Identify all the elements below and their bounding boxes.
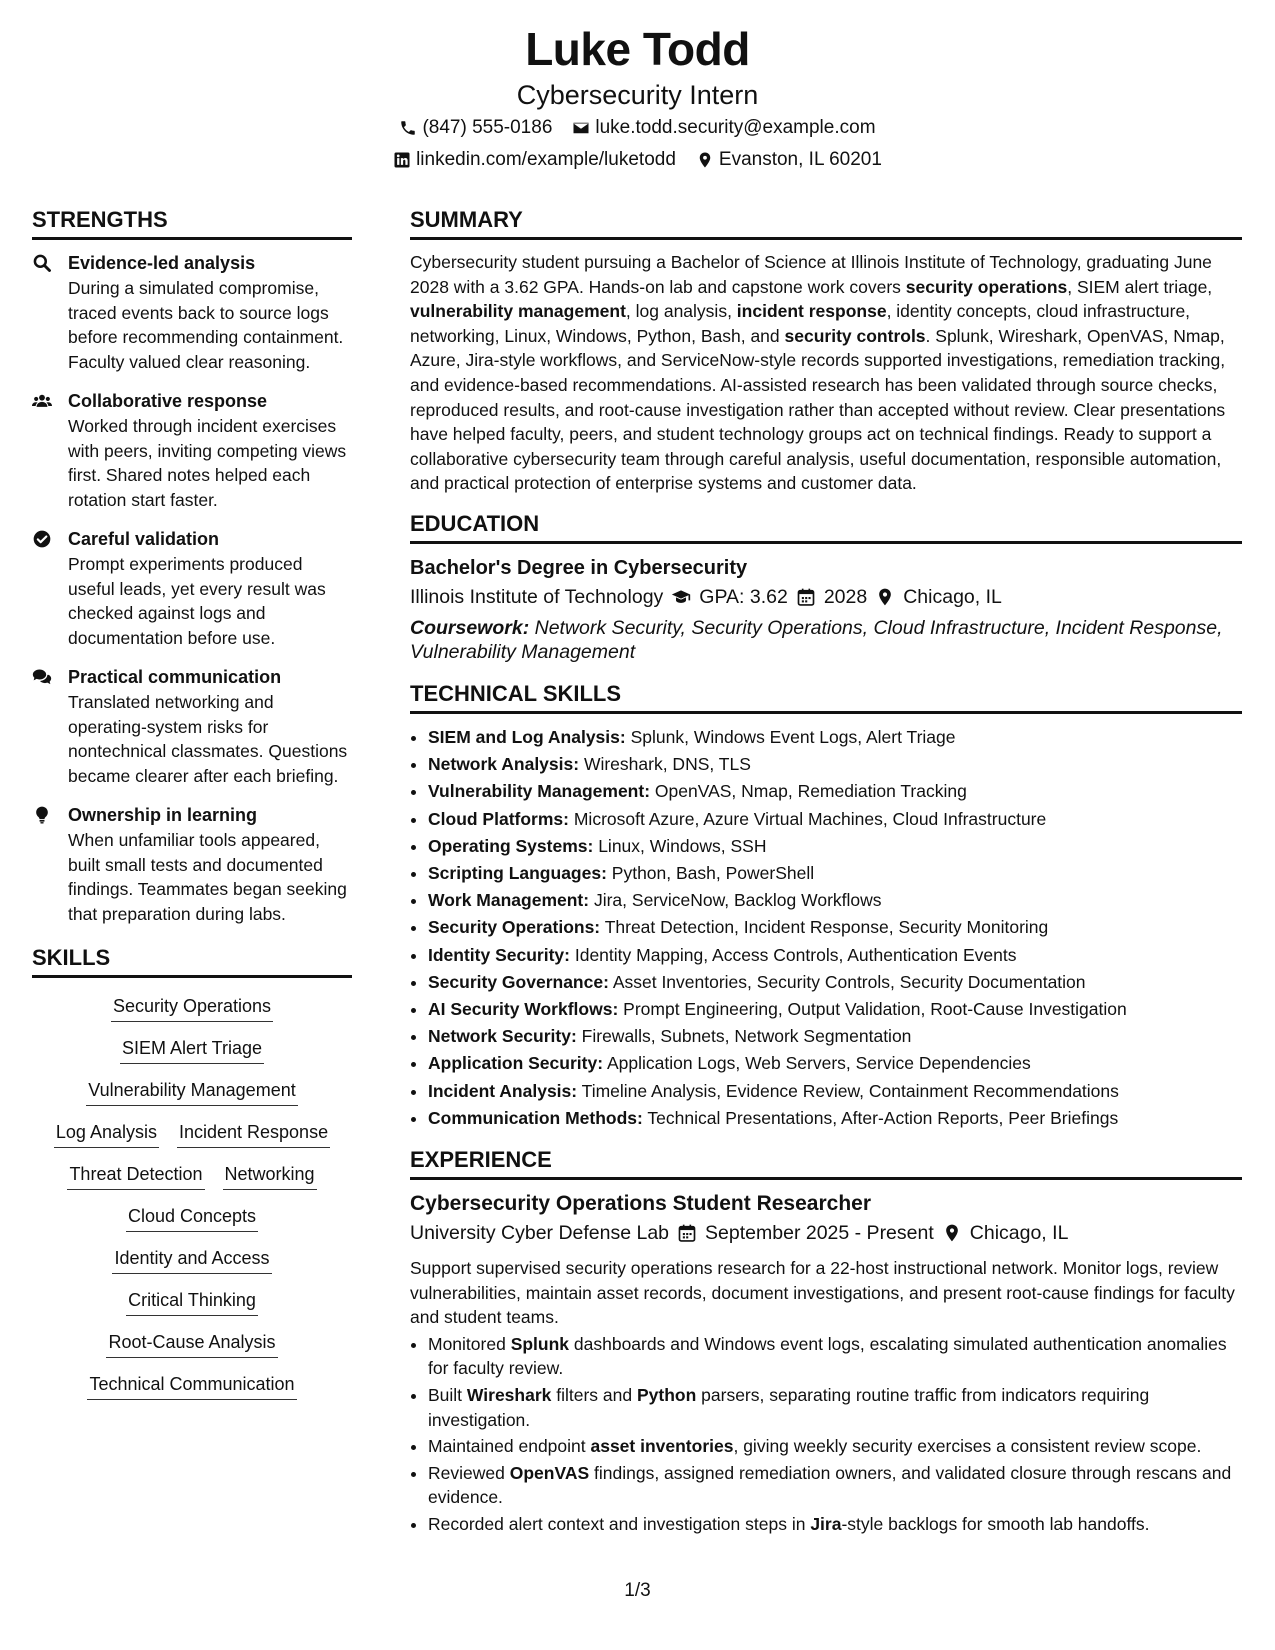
skill-tag: Identity and Access <box>112 1246 271 1274</box>
skill-row <box>32 1330 352 1358</box>
skills-tags <box>32 988 352 1400</box>
graduation-year: 2028 <box>823 585 868 608</box>
skill-tag: Networking <box>223 1162 317 1190</box>
summary-fragment: , SIEM alert triage, <box>1067 276 1213 297</box>
page-number: 1/3 <box>624 1580 651 1601</box>
left-column <box>32 206 352 1414</box>
job-bullets <box>410 1332 1242 1537</box>
strength-item <box>32 526 352 650</box>
technical-skill-value: Microsoft Azure, Azure Virtual Machines, Cloud Infrastructure <box>573 808 1047 829</box>
strength-title: Collaborative response <box>68 391 268 411</box>
technical-skill-value: Identity Mapping, Access Controls, Authentication Events <box>574 944 1017 965</box>
school-name: Illinois Institute of Technology <box>410 585 664 608</box>
technical-skill-item <box>428 1050 1242 1077</box>
technical-skill-item <box>428 1023 1242 1050</box>
strength-item <box>32 802 352 926</box>
technical-skill-value: Splunk, Windows Event Logs, Alert Triage <box>630 726 956 747</box>
email-link[interactable]: luke.todd.security@example.com <box>595 117 876 138</box>
strength-text: Prompt experiments produced useful leads, yet every result was checked against logs and documentation before use. <box>68 554 326 648</box>
calendar-icon <box>796 587 816 607</box>
technical-skill-value: OpenVAS, Nmap, Remediation Tracking <box>654 781 967 802</box>
strengths-heading: STRENGTHS <box>32 206 352 240</box>
job-bullet <box>428 1461 1242 1510</box>
technical-skill-value: Timeline Analysis, Evidence Review, Containment Recommendations <box>581 1080 1119 1101</box>
technical-skill-label: Vulnerability Management: <box>428 781 651 802</box>
gpa-text: GPA: 3.62 <box>699 585 788 608</box>
graduation-cap-icon <box>671 587 691 607</box>
linkedin-contact <box>393 144 676 176</box>
bullet-keyword: Wireshark <box>466 1384 552 1405</box>
summary-keyword: vulnerability management <box>410 301 626 322</box>
check-circle-icon <box>32 526 56 650</box>
right-column <box>410 206 1242 1539</box>
technical-skills-list <box>410 724 1242 1132</box>
skill-tag: SIEM Alert Triage <box>120 1036 264 1064</box>
strength-title: Ownership in learning <box>68 805 258 825</box>
technical-skill-item <box>428 806 1242 833</box>
technical-skill-item <box>428 1105 1242 1132</box>
technical-skill-item <box>428 833 1242 860</box>
job-location: Chicago, IL <box>969 1221 1069 1244</box>
strength-title: Practical communication <box>68 667 282 687</box>
skill-row <box>32 1372 352 1400</box>
technical-skill-value: Asset Inventories, Security Controls, Security Documentation <box>612 971 1086 992</box>
skill-tag: Cloud Concepts <box>126 1204 258 1232</box>
school-location: Chicago, IL <box>903 585 1002 608</box>
skill-row <box>32 1036 352 1064</box>
technical-skill-value: Firewalls, Subnets, Network Segmentation <box>581 1026 912 1047</box>
candidate-role: Cybersecurity Intern <box>516 80 759 110</box>
summary-text <box>410 250 1242 496</box>
map-pin-icon <box>875 587 895 607</box>
strength-text: Worked through incident exercises with peers, inviting competing views first. Shared notes helped each rotation start faster. <box>68 416 347 510</box>
education-heading: EDUCATION <box>410 510 1242 544</box>
bullet-fragment: parsers, separating routine traffic from indicators requiring investigation. <box>428 1384 1150 1430</box>
technical-skill-label: Network Security: <box>428 1026 577 1047</box>
resume-header <box>0 0 1275 176</box>
bullet-fragment: findings, assigned remediation owners, and validated closure through rescans and evidence. <box>428 1462 1232 1508</box>
bullet-keyword: OpenVAS <box>509 1462 590 1483</box>
skill-tag: Root-Cause Analysis <box>106 1330 277 1358</box>
skill-row <box>32 994 352 1022</box>
skill-row <box>32 1162 352 1190</box>
map-pin-icon <box>696 151 714 169</box>
skill-row <box>32 1288 352 1316</box>
technical-skill-label: Application Security: <box>428 1053 604 1074</box>
bullet-fragment: -style backlogs for smooth lab handoffs. <box>841 1513 1150 1534</box>
technical-skill-label: AI Security Workflows: <box>428 998 619 1019</box>
experience-heading: EXPERIENCE <box>410 1146 1242 1180</box>
skill-row <box>32 1120 352 1148</box>
technical-skill-item <box>428 860 1242 887</box>
strength-item <box>32 388 352 512</box>
skill-tag: Incident Response <box>177 1120 330 1148</box>
technical-skill-value: Prompt Engineering, Output Validation, Root-Cause Investigation <box>623 998 1127 1019</box>
technical-skill-label: Cloud Platforms: <box>428 808 569 829</box>
technical-skill-value: Linux, Windows, SSH <box>598 835 767 856</box>
job-description: Support supervised security operations research for a 22-host instructional network. Monitor logs, review vulnerabilities, maintain asset records, document investigations, and present root-cause findings for faculty and student teams. <box>410 1257 1235 1328</box>
technical-skill-item <box>428 914 1242 941</box>
coursework-list: Network Security, Security Operations, Cloud Infrastructure, Incident Response, Vulnerability Management <box>410 616 1223 663</box>
technical-skill-value: Jira, ServiceNow, Backlog Workflows <box>593 890 882 911</box>
phone-icon <box>399 119 417 137</box>
strength-body <box>68 664 352 788</box>
technical-skill-label: Identity Security: <box>428 944 570 965</box>
email-contact <box>572 112 875 144</box>
strength-item <box>32 250 352 374</box>
skill-row <box>32 1246 352 1274</box>
technical-skill-item <box>428 969 1242 996</box>
job-bullet <box>428 1434 1242 1459</box>
technical-skill-value: Wireshark, DNS, TLS <box>583 754 751 775</box>
technical-skill-value: Threat Detection, Incident Response, Security Monitoring <box>604 917 1049 938</box>
envelope-icon <box>572 119 590 137</box>
technical-skill-item <box>428 942 1242 969</box>
technical-skill-item <box>428 751 1242 778</box>
strength-body <box>68 526 352 650</box>
technical-skill-label: Scripting Languages: <box>428 862 607 883</box>
strength-text: Translated networking and operating-system risks for nontechnical classmates. Questions became clearer after each briefing. <box>68 692 348 786</box>
skill-tag: Security Operations <box>111 994 273 1022</box>
skill-row <box>32 1078 352 1106</box>
bullet-fragment: Reviewed <box>428 1462 510 1483</box>
job-title: Cybersecurity Operations Student Researcher <box>410 1191 871 1215</box>
job-bullet <box>428 1512 1242 1537</box>
technical-skill-item <box>428 996 1242 1023</box>
job-org: University Cyber Defense Lab <box>410 1221 670 1244</box>
location-text: Evanston, IL 60201 <box>718 149 882 170</box>
strength-body <box>68 802 352 926</box>
bullet-keyword: Python <box>636 1384 697 1405</box>
bullet-keyword: Jira <box>810 1513 842 1534</box>
skill-tag: Threat Detection <box>67 1162 204 1190</box>
coursework-label: Coursework: <box>410 616 530 639</box>
summary-heading: SUMMARY <box>410 206 1242 240</box>
education-meta <box>410 582 1242 612</box>
bullet-fragment: filters and <box>551 1384 637 1405</box>
candidate-name: Luke Todd <box>525 23 750 75</box>
technical-skill-label: Operating Systems: <box>428 835 594 856</box>
experience-list <box>410 1190 1242 1537</box>
bullet-fragment: dashboards and Windows event logs, escalating simulated authentication anomalies for faculty review. <box>428 1333 1227 1379</box>
strength-item <box>32 664 352 788</box>
calendar-icon <box>677 1223 697 1243</box>
bullet-keyword: Splunk <box>510 1333 570 1354</box>
bullet-fragment: Maintained endpoint <box>428 1436 591 1457</box>
skill-tag: Vulnerability Management <box>86 1078 297 1106</box>
technical-skill-label: Communication Methods: <box>428 1107 643 1128</box>
summary-fragment: Cybersecurity student pursuing a Bachelor of Science at Illinois Institute of Technology, graduating June 2028 with a 3.62 GPA. Hands-on lab and capstone work covers <box>410 252 1212 297</box>
strength-text: During a simulated compromise, traced events back to source logs before recommending containment. Faculty valued clear reasoning. <box>68 278 344 372</box>
users-icon <box>32 388 56 512</box>
strengths-list <box>32 250 352 926</box>
strength-title: Careful validation <box>68 529 220 549</box>
technical-skill-label: SIEM and Log Analysis: <box>428 726 626 747</box>
skill-tag: Critical Thinking <box>126 1288 258 1316</box>
summary-keyword: incident response <box>736 301 887 322</box>
bullet-fragment: Recorded alert context and investigation steps in <box>428 1513 811 1534</box>
map-pin-icon <box>942 1223 962 1243</box>
job-entry <box>410 1190 1242 1537</box>
technical-skill-item <box>428 724 1242 751</box>
degree-title: Bachelor's Degree in Cybersecurity <box>410 556 748 579</box>
technical-skill-item <box>428 887 1242 914</box>
comments-icon <box>32 664 56 788</box>
technical-skill-item <box>428 778 1242 805</box>
strength-title: Evidence-led analysis <box>68 253 256 273</box>
skill-row <box>32 1204 352 1232</box>
technical-skill-label: Security Governance: <box>428 971 609 992</box>
summary-fragment: . Splunk, Wireshark, OpenVAS, Nmap, Azure, Jira-style workflows, and ServiceNow-style records supported investigations, remediation tracking, and evidence-based recommendations. AI-assisted research has been validated through source checks, reproduced results, and root-cause investigation rather than accepted without review. Clear presentations have helped faculty, peers, and student technology groups act on technical findings. Ready to support a collaborative cybersecurity team through careful analysis, useful documentation, responsible automation, and practical protection of enterprise systems and customer data. <box>410 325 1226 494</box>
search-icon <box>32 250 56 374</box>
bullet-fragment: Monitored <box>428 1333 511 1354</box>
technical-skill-label: Incident Analysis: <box>428 1080 578 1101</box>
location-contact <box>696 144 882 176</box>
strength-body <box>68 388 352 512</box>
technical-skill-label: Work Management: <box>428 890 590 911</box>
technical-skill-item <box>428 1078 1242 1105</box>
contact-line-2 <box>0 144 1275 176</box>
job-meta <box>410 1218 1242 1248</box>
summary-keyword: security controls <box>784 325 926 346</box>
technical-skill-label: Security Operations: <box>428 917 601 938</box>
coursework <box>410 616 1242 664</box>
technical-skills-heading: TECHNICAL SKILLS <box>410 680 1242 714</box>
technical-skill-value: Technical Presentations, After-Action Reports, Peer Briefings <box>647 1107 1119 1128</box>
technical-skill-value: Python, Bash, PowerShell <box>611 862 815 883</box>
linkedin-icon <box>393 151 411 169</box>
summary-fragment: , log analysis, <box>625 301 737 322</box>
phone-text[interactable]: (847) 555-0186 <box>422 117 553 138</box>
skill-tag: Technical Communication <box>87 1372 296 1400</box>
job-bullet <box>428 1383 1242 1432</box>
job-dates: September 2025 - Present <box>705 1221 934 1244</box>
strength-text: When unfamiliar tools appeared, built small tests and documented findings. Teammates began seeking that preparation during labs. <box>68 830 347 924</box>
skills-heading: SKILLS <box>32 944 352 978</box>
technical-skill-value: Application Logs, Web Servers, Service Dependencies <box>606 1053 1031 1074</box>
technical-skill-label: Network Analysis: <box>428 754 580 775</box>
contact-line-1 <box>0 112 1275 144</box>
bullet-fragment: , giving weekly security exercises a consistent review scope. <box>733 1436 1202 1457</box>
strength-body <box>68 250 352 374</box>
lightbulb-icon <box>32 802 56 926</box>
bullet-keyword: asset inventories <box>590 1436 734 1457</box>
linkedin-link[interactable]: linkedin.com/example/luketodd <box>416 149 676 170</box>
bullet-fragment: Built <box>428 1384 467 1405</box>
job-bullet <box>428 1332 1242 1381</box>
phone-contact <box>399 112 552 144</box>
summary-fragment: , identity concepts, cloud infrastructure, networking, Linux, Windows, Python, Bash, and <box>410 301 1191 346</box>
summary-keyword: security operations <box>905 276 1068 297</box>
skill-tag: Log Analysis <box>54 1120 159 1148</box>
